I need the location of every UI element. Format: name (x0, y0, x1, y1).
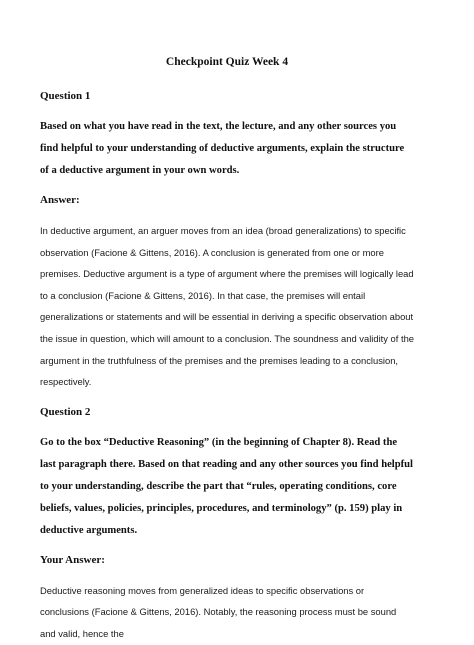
question-1-answer-text: In deductive argument, an arguer moves from an idea (broad generalizations) to specific observation (Facione & Gittens, 2016). A conclusion is generated from one or more premises. Deductive argument is a type of argument where the premises will logically lead to a conclusion (Facione & Gittens, 2016). In that case, the premises will entail generalizations or statements and will be essential in deriving a specific observation about the issue in question, which will amount to a conclusion. The soundness and validity of the argument in the truthfulness of the premises and the premises leading to a conclusion, respectively. (40, 225, 415, 388)
question-1-prompt: Based on what you have read in the text, the lecture, and any other sources you find helpful to your understanding of deductive arguments, explain the structure of a deductive argument in your own words. (40, 121, 405, 176)
question-2-prompt: Go to the box “Deductive Reasoning” (in the beginning of Chapter 8). Read the last paragraph there. Based on that reading and any other sources you find helpful to your understanding, describe the part that “rules, operating conditions, core beliefs, values, policies, principles, procedures, and terminology” (p. 159) play in deductive arguments. (40, 436, 413, 536)
question-2-answer-heading: Your Answer: (40, 553, 105, 566)
question-2-heading: Question 2 (40, 405, 91, 418)
question-1-heading: Question 1 (40, 90, 91, 102)
question-2-answer-text: Deductive reasoning moves from generalized ideas to specific observations or conclusions (Facione & Gittens, 2016). Notably, the reasoning process must be sound and valid, hence the (40, 584, 397, 639)
document-title: Checkpoint Quiz Week 4 (165, 56, 289, 68)
question-1-answer-heading: Answer: (40, 194, 80, 206)
